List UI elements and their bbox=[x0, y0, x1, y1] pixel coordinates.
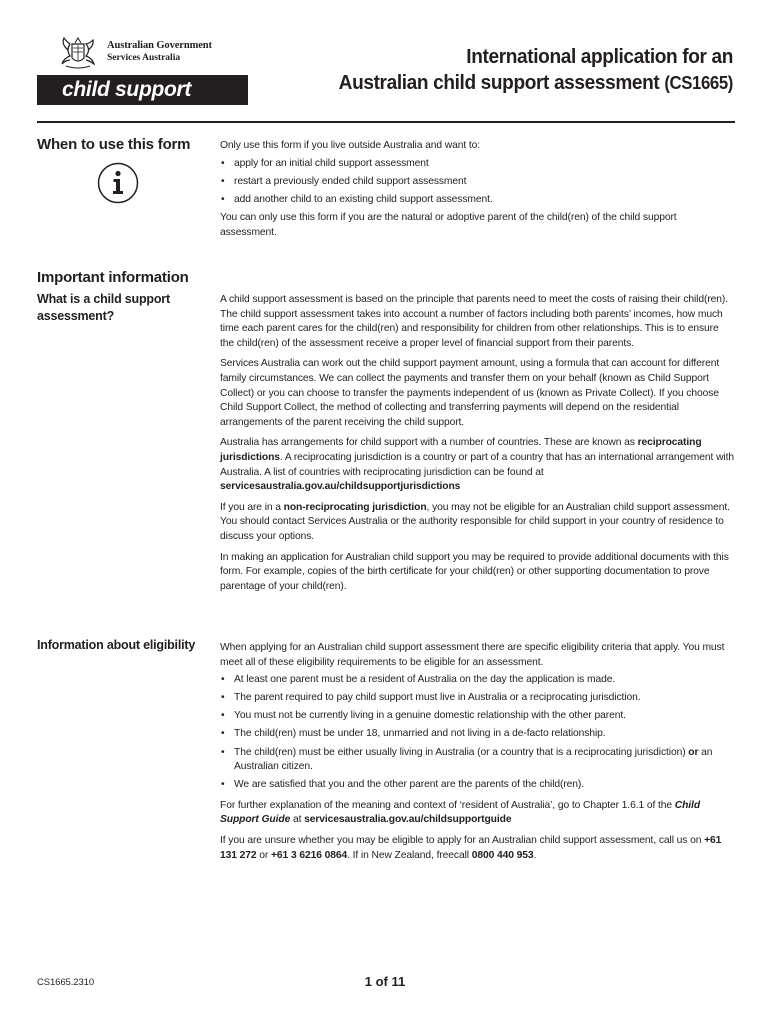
list-item: • The child(ren) must be under 18, unmarried and not living in a de-facto relationship. bbox=[220, 727, 735, 742]
when-intro: Only use this form if you live outside Australia and want to: bbox=[220, 140, 481, 151]
child-support-brand: child support bbox=[37, 75, 248, 105]
eligibility-heading: Information about eligibility bbox=[37, 638, 196, 652]
important-heading: Important information bbox=[37, 269, 189, 286]
when-body bbox=[220, 139, 735, 247]
title-line1: International application for an bbox=[466, 45, 733, 68]
phone-number[interactable]: +61 131 272 bbox=[220, 835, 722, 861]
form-version-code: CS1665.2310 bbox=[37, 977, 95, 988]
title-line2: Australian child support assessment bbox=[338, 71, 660, 94]
guide-title: Child Support Guide bbox=[220, 799, 701, 826]
when-note: You can only use this form if you are the natural or adoptive parent of the child(ren) of the child support assessment. bbox=[220, 212, 677, 238]
paragraph: A child support assessment is based on the principle that parents need to meet the costs of raising their child(ren). The child support assessment takes into account a number of factors including both parents’ incomes, how much time each parent cares for the child(ren) and responsibility for children from other relationships. This is to ensure the child(ren) of the assessment receive a proper level of financial support from their parents. bbox=[220, 294, 729, 349]
list-item: • restart a previously ended child support assessment bbox=[220, 175, 735, 190]
government-wordmark bbox=[107, 40, 212, 64]
gov-line2: Services Australia bbox=[107, 53, 181, 63]
paragraph: In making an application for Australian child support you may be required to provide additional documents with this form. For example, copies of the birth certificate for your child(ren) or other supporting documentation to prove parentage of your child(ren). bbox=[220, 551, 729, 592]
list-item: • The parent required to pay child support must live in Australia or a reciprocating jurisdiction. bbox=[220, 691, 735, 706]
page-title bbox=[339, 44, 733, 96]
form-code: (CS1665) bbox=[664, 73, 733, 93]
important-body bbox=[220, 293, 735, 600]
page-number: 1 of 11 bbox=[364, 974, 406, 989]
gov-line1: Australian Government bbox=[107, 40, 212, 51]
phone-number[interactable]: 0800 440 953 bbox=[471, 849, 534, 861]
eligibility-body bbox=[220, 641, 735, 869]
list-item: • apply for an initial child support assessment bbox=[220, 157, 735, 172]
list-item: • We are satisfied that you and the other parent are the parents of the child(ren). bbox=[220, 778, 735, 793]
jurisdictions-link[interactable]: servicesaustralia.gov.au/childsupportjurisdictions bbox=[220, 481, 461, 493]
eligibility-intro: When applying for an Australian child support assessment there are specific eligibility criteria that apply. You must meet all of these eligibility requirements to be eligible for an assessment. bbox=[220, 642, 725, 668]
header-divider bbox=[37, 121, 735, 123]
paragraph: Services Australia can work out the child support payment amount, using a formula that can account for different family circumstances. We can collect the payments and transfer them on your behalf (known as Child Support Collect) or you can choose to transfer the payments independent of us (known as Private Collect). If you choose Child Support Collect, the method of collecting and transferring payments will depend on the residential arrangements of the parent receiving the child support. bbox=[220, 358, 720, 428]
guide-paragraph: For further explanation of the meaning and context of ‘resident of Australia’, go to Chapter 1.6.1 of the Child Support Guide at servicesaustralia.gov.au/childsupportguide bbox=[220, 799, 701, 826]
eligibility-list bbox=[220, 673, 735, 793]
when-heading: When to use this form bbox=[37, 136, 191, 153]
call-paragraph: If you are unsure whether you may be eligible to apply for an Australian child support assessment, call us on +61 131 272 or +61 3 6216 0864. If in New Zealand, freecall 0800 440 953. bbox=[220, 835, 722, 861]
guide-link[interactable]: servicesaustralia.gov.au/childsupportguide bbox=[304, 814, 512, 826]
list-item: • You must not be currently living in a genuine domestic relationship with the other parent. bbox=[220, 709, 735, 724]
coat-of-arms-icon bbox=[58, 34, 98, 72]
non-reciprocating-term: non-reciprocating jurisdiction bbox=[283, 501, 427, 513]
paragraph: Australia has arrangements for child support with a number of countries. These are known as reciprocating jurisdictions. A reciprocating jurisdiction is a country or part of a country that has an international arrangement with Australia. A list of countries with reciprocating jurisdiction can be found at servicesaustralia.gov.au/childsupportjurisdictions bbox=[220, 437, 734, 493]
paragraph: If you are in a non-reciprocating jurisdiction, you may not be eligible for an Australian child support assessment. You should contact Services Australia or the authority responsible for child support in your country of residence to discuss your options. bbox=[220, 501, 730, 542]
list-item: • add another child to an existing child support assessment. bbox=[220, 193, 735, 208]
list-item: • The child(ren) must be either usually living in Australia (or a country that is a reciprocating jurisdiction) or an Australian citizen. bbox=[220, 746, 735, 775]
when-list bbox=[220, 157, 735, 208]
child-support-assessment-heading: What is a child support assessment? bbox=[37, 292, 170, 323]
phone-number[interactable]: +61 3 6216 0864 bbox=[271, 849, 348, 861]
info-icon bbox=[96, 161, 140, 205]
reciprocating-term: reciprocating jurisdictions bbox=[220, 437, 702, 463]
list-item: • At least one parent must be a resident of Australia on the day the application is made. bbox=[220, 673, 735, 688]
